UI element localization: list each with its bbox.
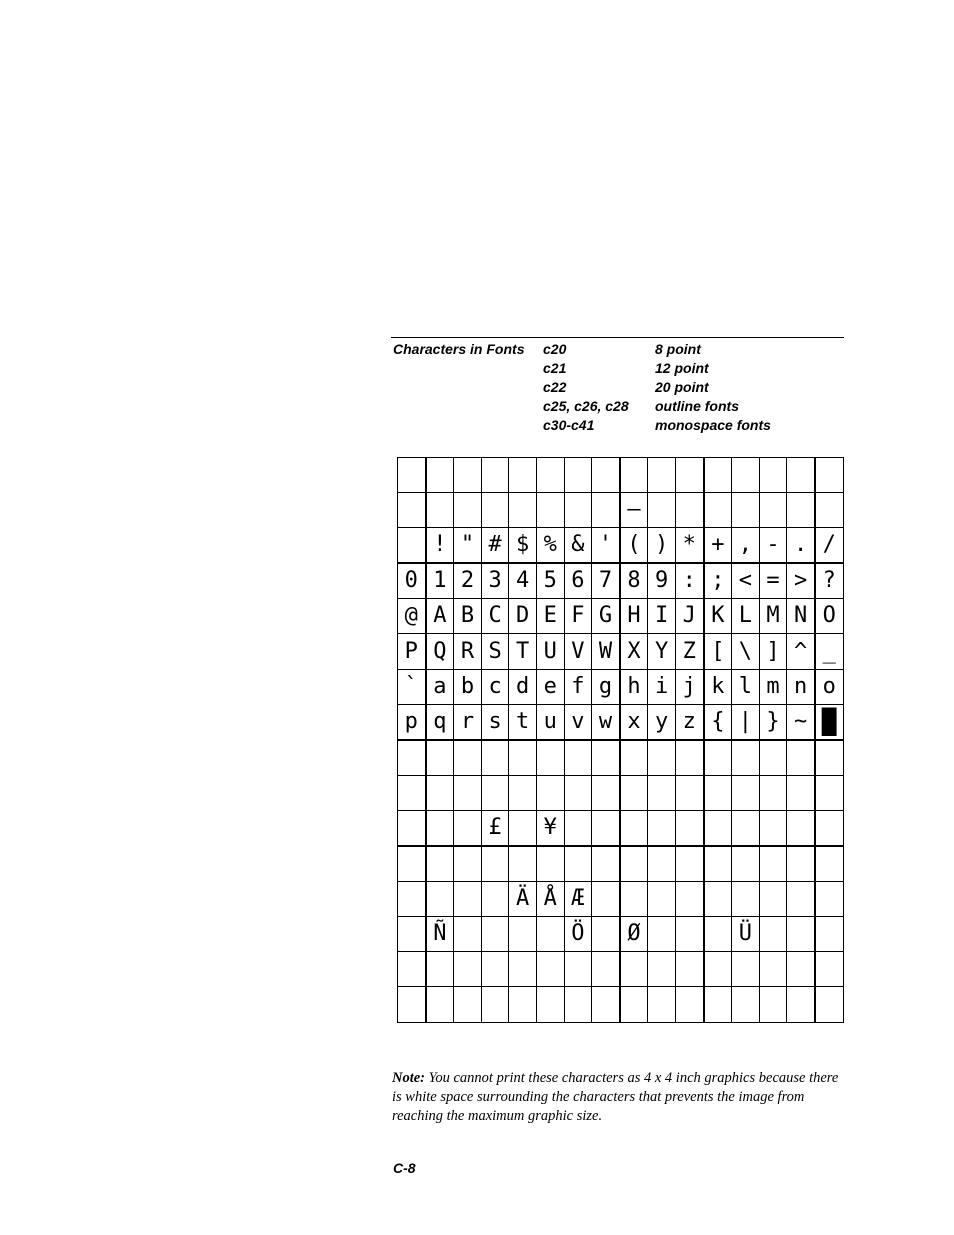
character-cell [620,458,648,493]
character-cell [787,846,815,882]
character-cell [481,882,509,917]
character-cell: d [509,669,537,704]
character-cell [620,952,648,987]
character-cell: & [564,528,592,564]
character-cell [536,846,564,882]
character-cell [592,493,620,528]
character-cell [398,846,426,882]
character-cell [481,846,509,882]
character-cell: 6 [564,563,592,599]
character-cell: + [704,528,732,564]
character-cell [592,810,620,846]
character-cell [732,952,760,987]
character-cell: ( [620,528,648,564]
character-cell: e [536,669,564,704]
character-cell [648,458,676,493]
character-cell: O [815,599,843,634]
character-cell [759,882,787,917]
table-row [398,493,844,528]
font-description: 8 point [655,341,701,357]
character-cell: f [564,669,592,704]
character-cell [398,458,426,493]
character-cell [759,458,787,493]
character-cell [648,775,676,810]
character-cell [815,493,843,528]
character-cell: } [759,704,787,740]
character-cell [536,952,564,987]
character-cell [454,882,482,917]
character-cell: C [481,599,509,634]
character-cell [564,775,592,810]
character-cell: > [787,563,815,599]
character-cell: █ [815,704,843,740]
character-cell [648,882,676,917]
character-cell [648,917,676,952]
character-cell: J [675,599,703,634]
character-cell [454,846,482,882]
character-cell [426,458,454,493]
character-cell [675,775,703,810]
character-cell [592,952,620,987]
character-cell: \ [732,634,760,669]
character-cell [620,846,648,882]
character-cell: | [732,704,760,740]
character-cell [481,775,509,810]
character-cell [509,775,537,810]
character-cell: H [620,599,648,634]
character-cell: F [564,599,592,634]
character-cell [509,846,537,882]
character-cell [787,810,815,846]
character-cell [536,740,564,776]
character-cell [536,458,564,493]
character-cell [509,917,537,952]
character-cell: ; [704,563,732,599]
character-cell: ~ [787,704,815,740]
character-cell: < [732,563,760,599]
table-row [398,563,844,599]
character-cell: Ø [620,917,648,952]
character-cell: _ [815,634,843,669]
character-cell [704,987,732,1022]
character-cell [564,952,592,987]
character-cell [732,775,760,810]
character-cell [481,740,509,776]
character-cell: . [787,528,815,564]
character-cell [815,775,843,810]
page-number: C-8 [393,1160,416,1176]
character-cell [509,952,537,987]
character-cell [398,882,426,917]
character-cell [592,846,620,882]
character-cell: r [454,704,482,740]
character-cell [564,458,592,493]
note-paragraph [392,1069,844,1126]
character-cell [620,775,648,810]
character-cell: # [481,528,509,564]
character-cell [454,810,482,846]
font-description: outline fonts [655,398,739,414]
table-row [398,704,844,740]
character-cell [509,493,537,528]
character-cell: ] [759,634,787,669]
table-row [398,599,844,634]
character-cell [648,810,676,846]
table-row [398,458,844,493]
section-title: Characters in Fonts [393,341,525,357]
character-cell: U [536,634,564,669]
character-cell: / [815,528,843,564]
character-cell: s [481,704,509,740]
character-cell [481,952,509,987]
character-cell [481,458,509,493]
character-cell [815,882,843,917]
character-cell [481,493,509,528]
character-cell [536,917,564,952]
character-cell [648,846,676,882]
character-cell: I [648,599,676,634]
character-cell [732,882,760,917]
character-cell [620,882,648,917]
character-cell [592,882,620,917]
table-row [398,775,844,810]
character-cell [815,810,843,846]
character-cell: Ñ [426,917,454,952]
character-cell: Æ [564,882,592,917]
character-cell: Ö [564,917,592,952]
character-cell [564,987,592,1022]
character-cell: 2 [454,563,482,599]
character-cell [481,917,509,952]
character-cell: 0 [398,563,426,599]
character-cell: £ [481,810,509,846]
table-row [398,987,844,1022]
character-cell [759,846,787,882]
character-cell [732,740,760,776]
character-cell: L [732,599,760,634]
character-cell [704,846,732,882]
character-cell [759,810,787,846]
character-cell [787,987,815,1022]
character-cell [759,987,787,1022]
character-cell [509,810,537,846]
font-description: monospace fonts [655,417,771,433]
character-cell: Y [648,634,676,669]
table-row [398,846,844,882]
character-cell: t [509,704,537,740]
character-cell [564,846,592,882]
font-description: 12 point [655,360,709,376]
character-cell [426,952,454,987]
character-cell: v [564,704,592,740]
character-cell: 1 [426,563,454,599]
character-cell [564,493,592,528]
character-cell: w [592,704,620,740]
character-cell [398,740,426,776]
character-cell [648,740,676,776]
character-cell [454,987,482,1022]
character-cell [454,917,482,952]
character-cell [592,987,620,1022]
character-cell: p [398,704,426,740]
character-cell [787,740,815,776]
character-cell: n [787,669,815,704]
character-cell: Ü [732,917,760,952]
character-cell [675,458,703,493]
character-cell [398,810,426,846]
character-cell [675,987,703,1022]
character-cell: 8 [620,563,648,599]
character-cell [426,987,454,1022]
character-cell [759,917,787,952]
character-cell [454,493,482,528]
character-cell [675,493,703,528]
character-cell [675,846,703,882]
character-cell [454,775,482,810]
character-cell: X [620,634,648,669]
table-row [398,952,844,987]
character-cell [815,917,843,952]
character-cell [732,987,760,1022]
character-cell: 9 [648,563,676,599]
character-cell: P [398,634,426,669]
table-row [398,669,844,704]
character-cell [815,987,843,1022]
character-cell: { [704,704,732,740]
character-cell: i [648,669,676,704]
character-cell: — [620,493,648,528]
header-rule [391,337,844,338]
character-cell: ) [648,528,676,564]
character-cell: a [426,669,454,704]
table-row [398,882,844,917]
character-cell [509,987,537,1022]
table-row [398,634,844,669]
character-cell: E [536,599,564,634]
character-cell [454,952,482,987]
table-row [398,917,844,952]
character-cell: 3 [481,563,509,599]
font-name: c22 [543,379,567,395]
character-cell [398,987,426,1022]
character-cell [426,882,454,917]
character-cell [704,952,732,987]
character-cell: = [759,563,787,599]
character-cell: y [648,704,676,740]
character-cell: [ [704,634,732,669]
character-cell [592,775,620,810]
character-cell [815,952,843,987]
table-row [398,528,844,564]
character-cell: ¥ [536,810,564,846]
character-cell [620,740,648,776]
character-cell [704,458,732,493]
character-cell: c [481,669,509,704]
character-cell: b [454,669,482,704]
character-cell [426,846,454,882]
font-name-list [543,340,629,435]
character-cell: Ä [509,882,537,917]
character-cell [732,810,760,846]
character-cell [398,775,426,810]
character-cell [398,952,426,987]
character-cell [732,493,760,528]
character-cell: 4 [509,563,537,599]
character-cell: G [592,599,620,634]
character-cell [675,882,703,917]
character-cell [704,882,732,917]
note-label: Note: [392,1070,426,1086]
character-cell: Z [675,634,703,669]
character-cell: q [426,704,454,740]
character-cell [787,952,815,987]
character-cell: j [675,669,703,704]
table-row [398,810,844,846]
character-cell [426,810,454,846]
character-cell [592,917,620,952]
note-text: You cannot print these characters as 4 x 4 inch graphics because there is white space surrounding the characters that prevents the image from reaching the maximum graphic size. [392,1070,839,1124]
character-cell [787,458,815,493]
character-cell [454,458,482,493]
character-cell: R [454,634,482,669]
font-description: 20 point [655,379,709,395]
font-name: c25, c26, c28 [543,398,629,414]
character-cell [592,740,620,776]
font-name: c21 [543,360,567,376]
character-cell: ? [815,563,843,599]
character-cell [648,952,676,987]
character-cell [592,458,620,493]
character-cell: M [759,599,787,634]
font-name: c20 [543,341,567,357]
character-cell [815,740,843,776]
character-cell: : [675,563,703,599]
character-cell: K [704,599,732,634]
character-cell [398,528,426,564]
character-cell: S [481,634,509,669]
character-cell [648,493,676,528]
character-cell: V [564,634,592,669]
character-cell [787,493,815,528]
character-cell [759,740,787,776]
character-cell: " [454,528,482,564]
character-cell [675,810,703,846]
character-cell [759,775,787,810]
character-cell: ` [398,669,426,704]
character-cell [509,458,537,493]
character-cell: u [536,704,564,740]
character-cell [620,987,648,1022]
character-cell: % [536,528,564,564]
character-cell: $ [509,528,537,564]
character-cell: B [454,599,482,634]
character-cell: W [592,634,620,669]
character-cell: l [732,669,760,704]
character-cell: 5 [536,563,564,599]
character-cell: A [426,599,454,634]
character-cell: @ [398,599,426,634]
character-cell [704,775,732,810]
character-cell: x [620,704,648,740]
character-cell: o [815,669,843,704]
character-cell [732,846,760,882]
character-cell [564,740,592,776]
character-cell: Å [536,882,564,917]
font-description-list [655,340,771,435]
character-cell [787,917,815,952]
character-cell [620,810,648,846]
character-cell: g [592,669,620,704]
character-cell: D [509,599,537,634]
character-cell [536,493,564,528]
character-cell [704,810,732,846]
character-cell [787,882,815,917]
character-cell [759,952,787,987]
character-cell [536,775,564,810]
character-cell [509,740,537,776]
character-cell [564,810,592,846]
character-cell: * [675,528,703,564]
font-name: c30-c41 [543,417,595,433]
character-cell: , [732,528,760,564]
character-cell [704,493,732,528]
character-cell: Q [426,634,454,669]
character-cell [426,775,454,810]
character-cell [704,917,732,952]
character-cell: m [759,669,787,704]
character-cell [426,493,454,528]
character-cell: h [620,669,648,704]
character-cell: ' [592,528,620,564]
character-cell [759,493,787,528]
character-cell [675,952,703,987]
character-cell [426,740,454,776]
character-cell: ! [426,528,454,564]
character-cell [536,987,564,1022]
character-cell [787,775,815,810]
character-cell [398,917,426,952]
character-cell [815,846,843,882]
character-cell [454,740,482,776]
character-cell [732,458,760,493]
table-row [398,740,844,776]
character-cell: - [759,528,787,564]
character-cell [648,987,676,1022]
character-cell [398,493,426,528]
character-cell: z [675,704,703,740]
character-cell: k [704,669,732,704]
character-cell [815,458,843,493]
character-cell [481,987,509,1022]
character-table [397,457,844,1023]
character-cell: N [787,599,815,634]
character-cell [675,917,703,952]
character-cell: ^ [787,634,815,669]
character-cell [675,740,703,776]
character-cell [704,740,732,776]
character-cell: 7 [592,563,620,599]
character-cell: T [509,634,537,669]
